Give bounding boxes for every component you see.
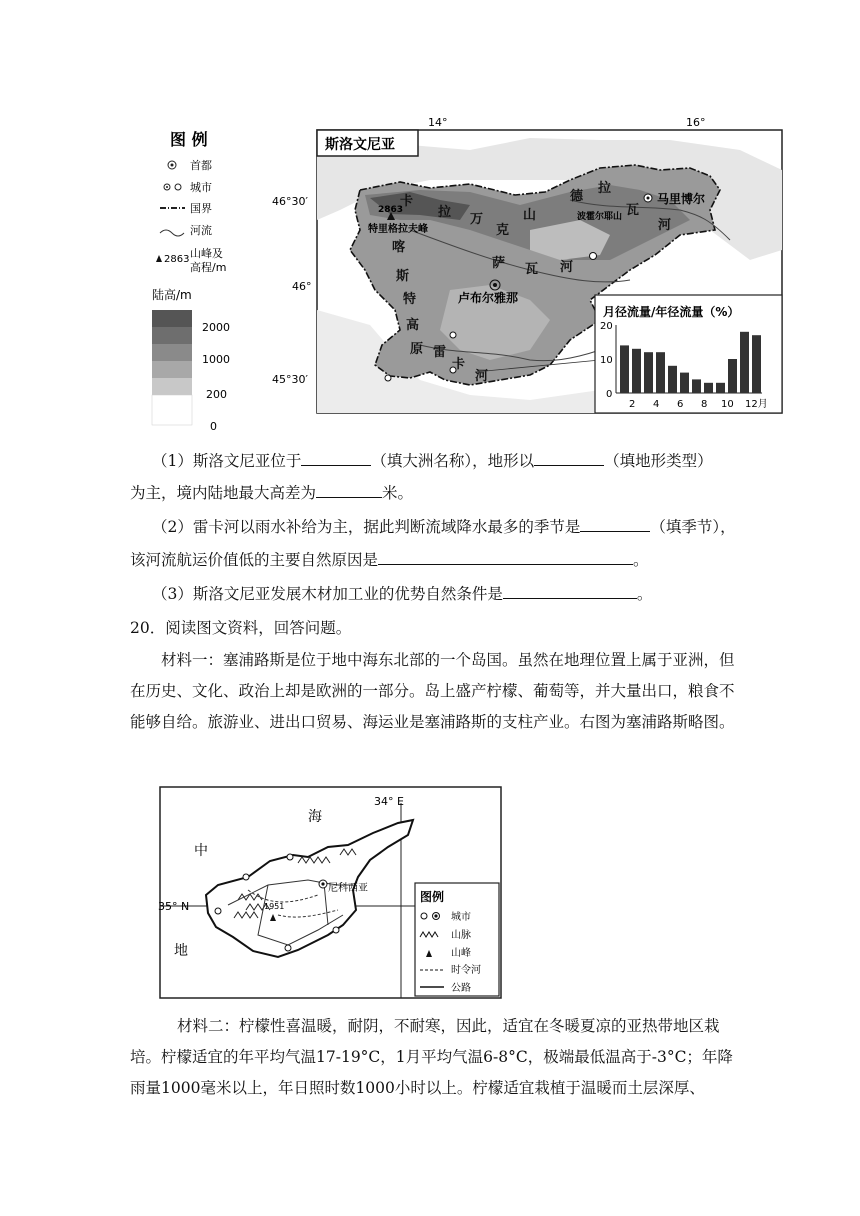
map2-legend-peak: 山峰 — [451, 948, 471, 959]
river-symbol-icon — [160, 230, 184, 236]
peak-symbol-icon — [156, 255, 162, 262]
map2-legend-road: 公路 — [451, 983, 471, 994]
runoff-bar-month-2 — [632, 349, 641, 393]
inset-x-8: 8 — [701, 399, 708, 410]
drava-3: 瓦 — [626, 203, 640, 218]
runoff-bar-month-6 — [680, 373, 689, 393]
q1-text-d: 为主，境内陆地最大高差为 — [130, 484, 317, 502]
legend-border: 国界 — [190, 202, 212, 215]
question-1-line-2 — [130, 483, 413, 503]
material-2: 材料二：柠檬性喜温暖，耐阴，不耐寒，因此，适宜在冬暖夏凉的亚热带地区栽培。柠檬适宜的年平均气温17-19°C，1月平均气温6-8°C，极端最低温高于-3°C；年降雨量1000毫米以上，年日照时数1000小时以上。柠檬适宜栽植于温暖而土层深厚、 — [130, 1017, 733, 1097]
karawanken-1: 卡 — [400, 194, 414, 209]
elev-tick-0: 0 — [210, 420, 217, 433]
capital-name: 卢布尔雅那 — [458, 291, 519, 305]
q1-text-a: （1）斯洛文尼亚位于 — [152, 452, 302, 470]
city-ne-name: 马里博尔 — [657, 192, 706, 206]
runoff-bar-month-8 — [704, 383, 713, 393]
sava-3: 河 — [560, 260, 574, 275]
drava-4: 河 — [658, 218, 672, 233]
runoff-bar-month-11 — [740, 332, 749, 393]
lat-46: 46° — [292, 280, 312, 293]
runoff-bar-month-7 — [692, 379, 701, 393]
legend-city: 城市 — [190, 181, 212, 194]
sava-1: 萨 — [492, 256, 506, 271]
q2-text-b: （填季节）， — [650, 518, 736, 536]
lon-16: 16° — [686, 116, 706, 129]
question-20-title: 20．阅读图文资料，回答问题。 — [130, 619, 352, 637]
peak-name: 特里格拉夫峰 — [368, 224, 428, 235]
map2-svg — [158, 785, 503, 1000]
karawanken-4: 克 — [496, 223, 510, 238]
karst-1: 喀 — [392, 240, 406, 255]
runoff-bar-month-12 — [752, 335, 761, 393]
q1-blank-landform[interactable] — [534, 451, 604, 466]
q2-blank-reason[interactable] — [378, 550, 633, 565]
krka-3: 河 — [475, 369, 489, 384]
drava-2: 拉 — [598, 181, 612, 196]
question-3 — [152, 584, 652, 604]
map1-legend-svg — [150, 125, 260, 435]
inset-x-4: 4 — [653, 399, 660, 410]
legend-city-icon — [421, 913, 427, 919]
map1 — [270, 110, 790, 420]
karst-5: 原 — [410, 342, 424, 357]
karawanken-5: 山 — [523, 208, 537, 223]
question-2-line-1 — [152, 517, 736, 537]
sea-char-3: 地 — [174, 943, 188, 959]
map2-legend-mountain: 山脉 — [451, 930, 471, 941]
q2-text-d: 。 — [633, 551, 649, 569]
inset-x-6: 6 — [677, 399, 684, 410]
map2-legend-title: 图例 — [420, 890, 445, 904]
q1-blank-height-diff[interactable] — [316, 483, 382, 498]
lon-14: 14° — [428, 116, 448, 129]
legend-river: 河流 — [190, 224, 212, 237]
elevation-title: 陆高/m — [152, 288, 192, 302]
inset-y-10: 10 — [600, 355, 613, 366]
q1-text-b: （填大洲名称），地形以 — [371, 452, 535, 470]
elev-tick-2000: 2000 — [202, 321, 230, 334]
material-1: 材料一：塞浦路斯是位于地中海东北部的一个岛国。虽然在地理位置上属于亚洲，但在历史、文化、政治上却是欧洲的一部分。岛上盛产柠檬、葡萄等，并大量出口，粮食不能够自给。旅游业、进出口贸易、海运业是塞浦路斯的支柱产业。右图为塞浦路斯略图。 — [130, 651, 735, 731]
q2-text-a: （2）雷卡河以雨水补给为主，据此判断流域降水最多的季节是 — [152, 518, 581, 536]
runoff-bar-month-5 — [668, 366, 677, 393]
karst-3: 特 — [403, 292, 417, 307]
q3-blank-conditions[interactable] — [503, 584, 637, 599]
karst-4: 高 — [406, 318, 420, 333]
drava-1: 德 — [570, 189, 584, 204]
inset-title: 月径流量/年径流量（%） — [603, 305, 740, 319]
runoff-chart — [595, 295, 782, 413]
sea-char-1: 海 — [308, 809, 322, 825]
runoff-bar-month-1 — [620, 345, 629, 393]
lat-46-30: 46°30′ — [272, 195, 308, 208]
map1-legend-title: 图 例 — [170, 130, 208, 149]
runoff-bar-month-9 — [716, 383, 725, 393]
map2-legend — [415, 883, 499, 996]
inset-y-20: 20 — [600, 321, 613, 332]
runoff-bar-month-3 — [644, 352, 653, 393]
q2-blank-season[interactable] — [580, 517, 650, 532]
inset-x-12: 12月 — [745, 399, 768, 410]
peak-value: 2863 — [378, 205, 404, 215]
question-1-line-1 — [152, 451, 713, 471]
map2-legend-city: 城市 — [451, 912, 471, 923]
sava-2: 瓦 — [525, 262, 539, 277]
map2-capital: 尼科西亚 — [328, 883, 368, 894]
legend-capital: 首都 — [190, 159, 212, 172]
map2-peak-value: 1951 — [264, 902, 285, 911]
karawanken-3: 万 — [470, 212, 484, 227]
inset-y-0: 0 — [606, 389, 613, 400]
inset-x-2: 2 — [629, 399, 636, 410]
q2-text-c: 该河流航运价值低的主要自然原因是 — [130, 551, 379, 569]
legend-peak-value: 2863 — [164, 254, 190, 265]
karawanken-2: 拉 — [438, 205, 452, 220]
map1-title: 斯洛文尼亚 — [325, 137, 395, 153]
runoff-bar-month-4 — [656, 352, 665, 393]
q1-blank-continent[interactable] — [301, 451, 371, 466]
map1-legend — [150, 125, 260, 435]
elev-tick-200: 200 — [206, 388, 227, 401]
legend-peak: 山峰及 — [190, 247, 223, 260]
map2 — [158, 785, 503, 1000]
elev-tick-1000: 1000 — [202, 353, 230, 366]
legend-elev-unit: 高程/m — [190, 261, 227, 274]
krka-2: 卡 — [452, 357, 466, 372]
lat-35n: 35° N — [158, 900, 190, 913]
pohorje: 波霍尔耶山 — [577, 212, 623, 222]
lat-45-30: 45°30′ — [272, 373, 308, 386]
q1-text-c: （填地形类型） — [604, 452, 713, 470]
inset-x-10: 10 — [721, 399, 734, 410]
q1-text-e: 米。 — [382, 484, 414, 502]
q3-text-a: （3）斯洛文尼亚发展木材加工业的优势自然条件是 — [152, 585, 503, 603]
lon-34e: 34° E — [374, 795, 404, 808]
map1-svg — [270, 110, 790, 420]
runoff-bar-month-10 — [728, 359, 737, 393]
q3-text-b: 。 — [636, 585, 653, 603]
map2-legend-river: 时令河 — [451, 965, 481, 976]
krka-1: 雷 — [433, 345, 447, 360]
sea-char-2: 中 — [194, 843, 208, 859]
question-2-line-2 — [130, 550, 649, 570]
karst-2: 斯 — [396, 269, 410, 284]
